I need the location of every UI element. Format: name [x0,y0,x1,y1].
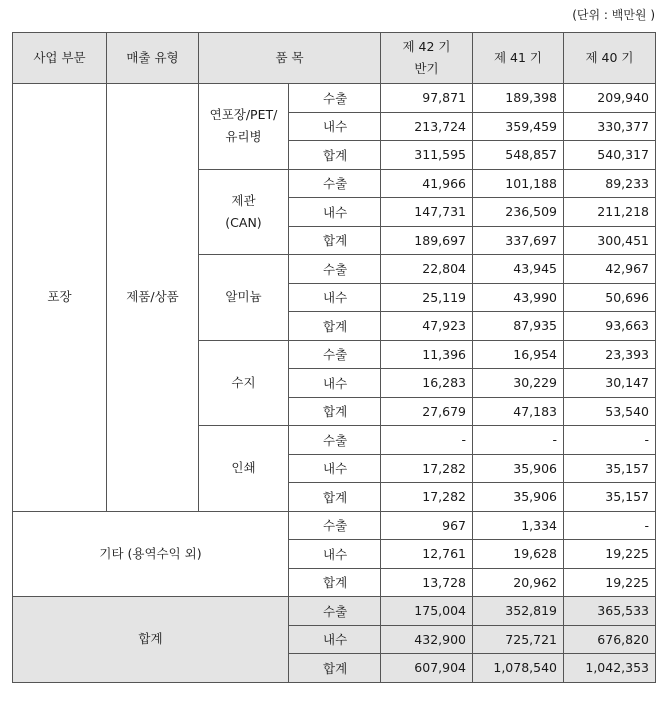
value-p40: 53,540 [564,397,656,426]
row-subtype: 합계 [289,312,381,341]
row-subtype: 내수 [289,198,381,227]
row-subtype: 합계 [289,568,381,597]
value-p42: 97,871 [381,84,473,113]
value-p41: 101,188 [473,169,564,198]
value-p42: 607,904 [381,654,473,683]
value-p40: 50,696 [564,283,656,312]
value-p40: 211,218 [564,198,656,227]
item-group-name-line1: 연포장/PET/ [209,107,278,123]
segment-packaging: 포장 [13,84,107,512]
sales-type-product: 제품/상품 [107,84,199,512]
table-body [13,84,656,683]
value-p40: 35,157 [564,454,656,483]
value-p41: 20,962 [473,568,564,597]
value-p40: - [564,511,656,540]
value-p42: 17,282 [381,454,473,483]
value-p40: 23,393 [564,340,656,369]
value-p40: 19,225 [564,568,656,597]
header-segment: 사업 부문 [13,33,107,84]
row-subtype: 수출 [289,255,381,284]
value-p41: 16,954 [473,340,564,369]
value-p40: 540,317 [564,141,656,170]
header-period-42-line2: 반기 [414,61,439,76]
segment-total: 합계 [13,597,289,683]
header-row [13,33,656,84]
row-subtype: 수출 [289,511,381,540]
item-group-name-line1: 알미늄 [225,289,262,305]
value-p41: 236,509 [473,198,564,227]
header-sales-type: 매출 유형 [107,33,199,84]
value-p40: 42,967 [564,255,656,284]
value-p41: 352,819 [473,597,564,626]
value-p42: 16,283 [381,369,473,398]
value-p41: 43,990 [473,283,564,312]
value-p40: 19,225 [564,540,656,569]
row-subtype: 합계 [289,226,381,255]
row-subtype: 수출 [289,426,381,455]
value-p42: 213,724 [381,112,473,141]
value-p40: 89,233 [564,169,656,198]
value-p42: 22,804 [381,255,473,284]
row-subtype: 내수 [289,540,381,569]
header-item: 품 목 [199,33,381,84]
row-subtype: 내수 [289,625,381,654]
value-p40: 676,820 [564,625,656,654]
value-p42: 147,731 [381,198,473,227]
value-p42: 47,923 [381,312,473,341]
header-period-42-line1: 제 42 기 [402,39,451,54]
value-p40: 35,157 [564,483,656,512]
row-subtype: 수출 [289,169,381,198]
value-p41: 725,721 [473,625,564,654]
value-p42: 27,679 [381,397,473,426]
header-period-42 [381,33,473,84]
value-p41: 35,906 [473,483,564,512]
row-subtype: 수출 [289,84,381,113]
value-p41: 337,697 [473,226,564,255]
value-p42: 311,595 [381,141,473,170]
value-p42: 12,761 [381,540,473,569]
value-p40: 209,940 [564,84,656,113]
row-subtype: 내수 [289,454,381,483]
row-subtype: 합계 [289,483,381,512]
segment-other: 기타 (용역수익 외) [13,511,289,597]
value-p42: 967 [381,511,473,540]
value-p41: 189,398 [473,84,564,113]
row-subtype: 수출 [289,340,381,369]
value-p42: - [381,426,473,455]
item-group-name [199,426,289,512]
item-group-name-line2: 유리병 [225,129,262,145]
row-subtype: 내수 [289,112,381,141]
table-row [13,597,656,626]
header-period-41: 제 41 기 [473,33,564,84]
value-p40: 330,377 [564,112,656,141]
table-row [13,84,656,113]
value-p42: 432,900 [381,625,473,654]
value-p40: 365,533 [564,597,656,626]
table-row [13,511,656,540]
value-p41: 548,857 [473,141,564,170]
value-p42: 175,004 [381,597,473,626]
value-p41: 359,459 [473,112,564,141]
value-p41: 19,628 [473,540,564,569]
value-p41: 47,183 [473,397,564,426]
unit-note: (단위 : 백만원 ) [572,8,655,22]
value-p42: 13,728 [381,568,473,597]
value-p41: - [473,426,564,455]
item-group-name-line1: 수지 [231,374,256,390]
value-p41: 30,229 [473,369,564,398]
value-p41: 1,334 [473,511,564,540]
header-period-40: 제 40 기 [564,33,656,84]
row-subtype: 내수 [289,369,381,398]
value-p41: 35,906 [473,454,564,483]
row-subtype: 수출 [289,597,381,626]
value-p41: 1,078,540 [473,654,564,683]
value-p41: 43,945 [473,255,564,284]
value-p40: 93,663 [564,312,656,341]
value-p40: 300,451 [564,226,656,255]
row-subtype: 합계 [289,654,381,683]
item-group-name [199,169,289,255]
value-p42: 25,119 [381,283,473,312]
value-p41: 87,935 [473,312,564,341]
item-group-name [199,340,289,426]
item-group-name-line2: (CAN) [225,214,262,230]
item-group-name [199,255,289,341]
value-p40: - [564,426,656,455]
row-subtype: 내수 [289,283,381,312]
item-group-name [199,84,289,170]
sales-table [12,32,656,683]
row-subtype: 합계 [289,141,381,170]
item-group-name-line1: 제관 [231,192,256,208]
value-p42: 189,697 [381,226,473,255]
value-p42: 11,396 [381,340,473,369]
value-p40: 1,042,353 [564,654,656,683]
row-subtype: 합계 [289,397,381,426]
item-group-name-line1: 인쇄 [231,460,256,476]
value-p42: 41,966 [381,169,473,198]
value-p42: 17,282 [381,483,473,512]
value-p40: 30,147 [564,369,656,398]
